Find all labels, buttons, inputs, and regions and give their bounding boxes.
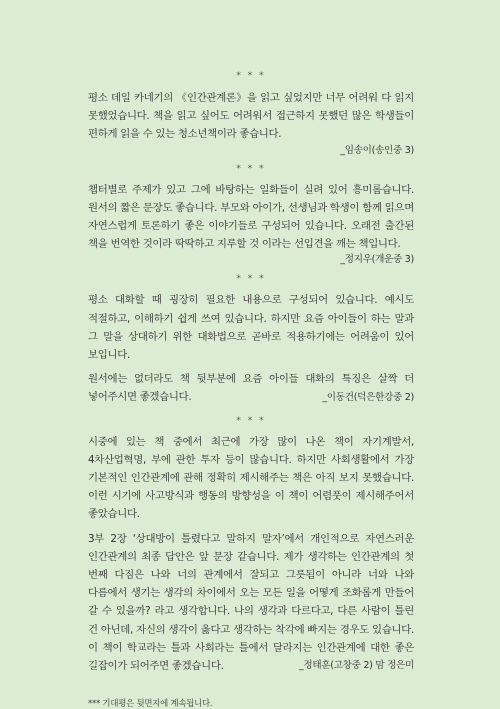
review-author: _임송이(송인중 3) [340,144,414,156]
review-3 [88,291,414,404]
review-paragraph: 3부 2장 ‘상대방이 틀렸다고 말하지 말자’에서 개인적으로 자연스러운 인간관계의 최종 답안은 앞 문장 같습니다. 제가 생각하는 인간관계의 첫 번째 다짐은 나와 너의 관계에서 잘되고 그릇됨이 아니라 너와 나와 다름에서 생기는 생각의 차이에서 오는 모든 일을 어떻게 조화롭게 만들어 갈 수 있을까? 라고 생각합니다. 나의 생각과 다르다고, 다른 사람이 틀린 건 아닌데, 자신의 생각이 옳다고 생각하는 착각에 빠지는 경우도 있습니다. 이 책이 학교라는 틀과 사회라는 틀에서 달라지는 인간관계에 대한 좋은 길잡이가 되어주면 좋겠습니다. [88,532,414,673]
section-separator: * * * [236,71,266,81]
review-author: _이동건(덕은한강중 2) [322,391,414,403]
review-paragraph: 시중에 있는 책 중에서 최근에 가장 많이 나온 책이 자기계발서, 4차산업혁명, 부에 관한 투자 등이 많습니다. 하지만 사회생활에서 가장 기본적인 인간관계에 관해 정확히 제시해주는 책은 아직 보지 못했습니다. 이런 시기에 사고방식과 행동의 방향성을 이 책이 어렴풋이 제시해주어서 좋았습니다. [88,435,414,521]
review-paragraph: 원서에는 없더라도 책 뒷부분에 요즘 아이들 대화의 특징은 살짝 더 넣어주시면 좋겠습니다. [88,373,414,404]
section-separator: * * * [236,163,266,174]
section-separator: * * * [236,415,266,426]
footnote: *** 기대평은 뒷면지에 계속됩니다. [88,698,213,709]
review-paragraph: 평소 대화할 때 굉장히 필요한 내용으로 구성되어 있습니다. 예시도 적절하고, 이해하기 쉽게 쓰여 있습니다. 하지만 요즘 아이들이 하는 말과 그 말을 상대하기 위한 대화법으로 곧바로 적용하기에는 어려움이 있어 보입니다. [88,294,414,362]
review-paragraph: 평소 데일 카네기의 《인간관계론》을 읽고 싶었지만 너무 어려워 다 읽지 못했었습니다. 책을 읽고 싶어도 어려워서 접근하지 못했던 많은 학생들이 편하게 읽을 수 있는 청소년책이라 좋습니다. [88,92,414,141]
review-author: _정태훈(고창중 2) 맘 정은미 [298,660,414,672]
review-author: _정지우(개운중 3) [340,254,414,266]
review-4 [88,433,414,674]
review-1 [88,89,414,158]
review-paragraph: 챕터별로 주제가 있고 그에 바탕하는 일화들이 실려 있어 흥미롭습니다. 원서의 짧은 문장도 좋습니다. 부모와 아이가, 선생님과 학생이 함께 읽으며 자연스럽게 토론하기 좋은 이야기들로 구성되어 있습니다. 오래전 출간된 책을 번역한 것이라 딱딱하고 지루할 것 이라는 선입견을 깨는 책입니다. [88,183,414,251]
section-separator: * * * [236,274,266,285]
review-2 [88,181,414,268]
